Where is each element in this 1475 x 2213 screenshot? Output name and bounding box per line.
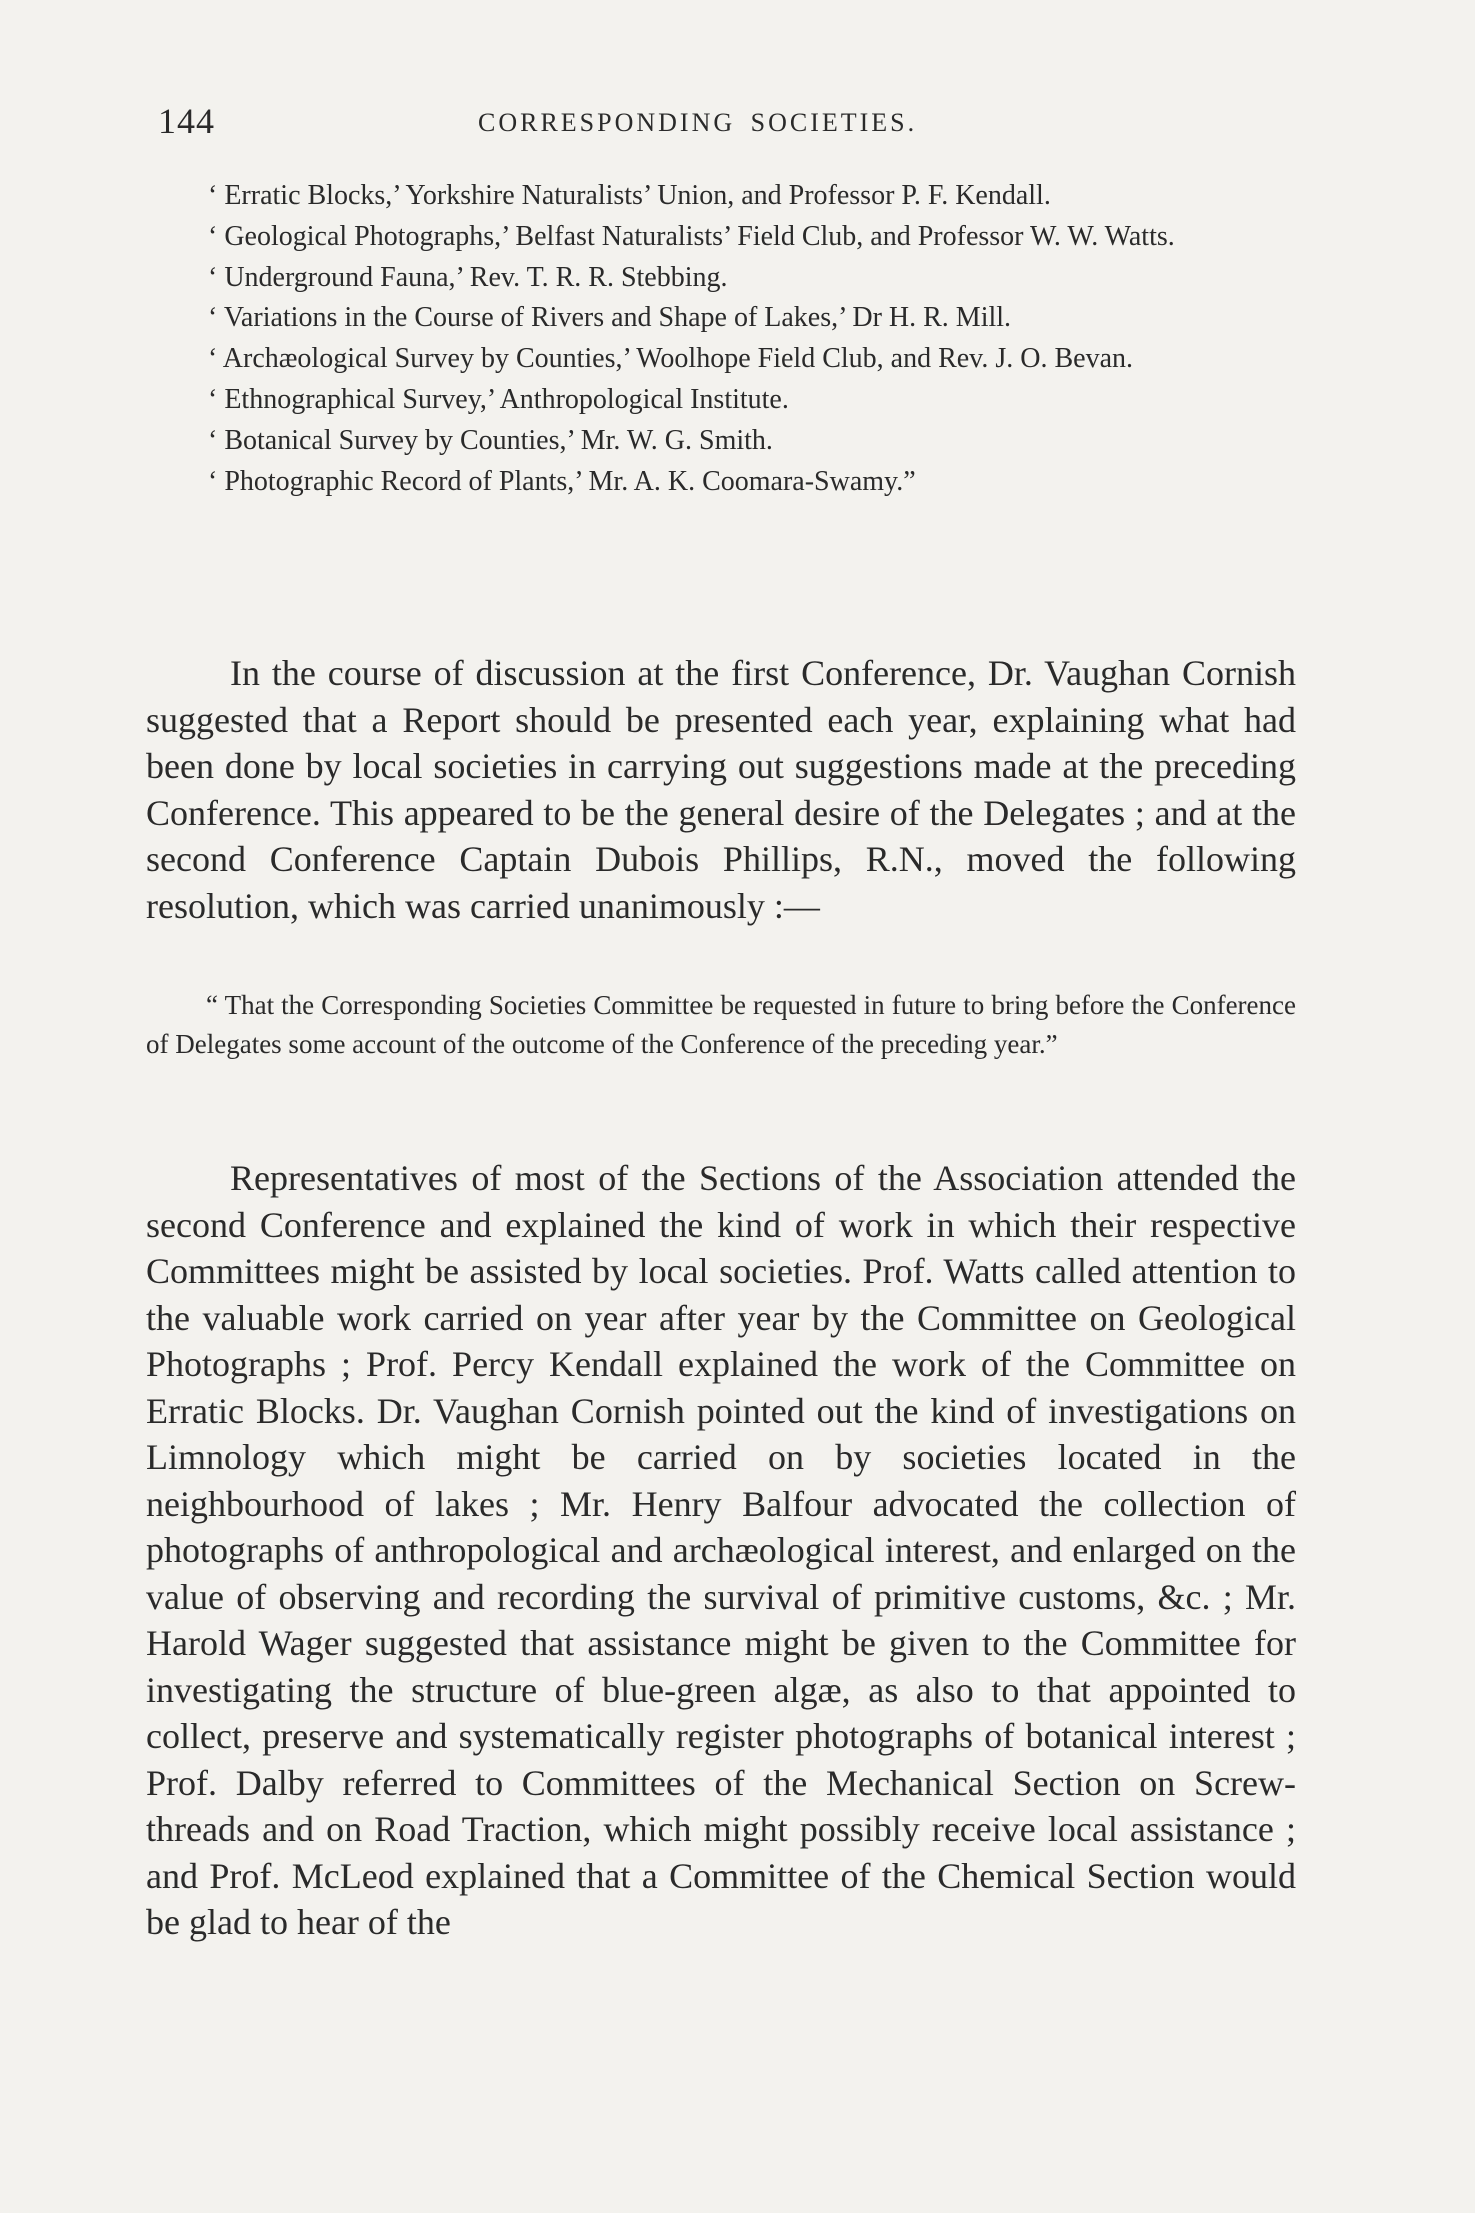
page-header — [158, 100, 1298, 150]
list-item: ‘ Botanical Survey by Counties,’ Mr. W. G. Smith. — [208, 424, 773, 456]
list-item: ‘ Ethnographical Survey,’ Anthropological Institute. — [208, 383, 789, 415]
list-item: ‘ Erratic Blocks,’ Yorkshire Naturalists’ Union, and Professor P. F. Kendall. — [208, 180, 1051, 211]
body-paragraph: Representatives of most of the Sections of the Association attended the second Conference and explained the kind of work in which their respective Committees might be assisted by local societies. Prof. Watts called attention to the valuable work carried on year after year by the Committee on Geological Photographs ; Prof. Percy Kendall explained the work of the Committee on Erratic Blocks. Dr. Vaughan Cornish pointed out the kind of investigations on Limnology which might be carried on by societies located in the neighbourhood of lakes ; Mr. Henry Balfour advocated the collection of photographs of anthropological and archæological interest, and enlarged on the value of observing and recording the survival of primitive customs, &c. ; Mr. Harold Wager suggested that assistance might be given to the Committee for investigating the structure of blue-green algæ, as also to that appointed to collect, preserve and systematically register photographs of botanical interest ; Prof. Dalby referred to Committees of the Mechanical Section on Screw-threads and on Road Traction, which might possibly receive local assistance ; and Prof. McLeod explained that a Committee of the Chemical Section would be glad to hear of the — [146, 1158, 1296, 1942]
list-item: ‘ Photographic Record of Plants,’ Mr. A. K. Coomara-Swamy.” — [208, 465, 916, 497]
running-title: CORRESPONDING SOCIETIES. — [478, 108, 918, 137]
committee-list — [148, 176, 1298, 502]
list-item: ‘ Archæological Survey by Counties,’ Woolhope Field Club, and Rev. J. O. Bevan. — [208, 343, 1134, 375]
page-number: 144 — [158, 101, 215, 141]
list-item: ‘ Variations in the Course of Rivers and Shape of Lakes,’ Dr H. R. Mill. — [208, 302, 1012, 334]
resolution-quote: “ That the Corresponding Societies Committee be requested in future to bring before the Conference of Delegates some account of the outcome of the Conference of the preceding year.” — [146, 990, 1296, 1059]
list-item: ‘ Underground Fauna,’ Rev. T. R. R. Stebbing. — [208, 261, 728, 293]
list-item: ‘ Geological Photographs,’ Belfast Naturalists’ Field Club, and Professor W. W. Watts. — [208, 220, 1175, 252]
body-paragraph: In the course of discussion at the first Conference, Dr. Vaughan Cornish suggested that a Report should be presented each year, explaining what had been done by local societies in carrying out suggestions made at the preceding Conference. This appeared to be the general desire of the Delegates ; and at the second Conference Captain Dubois Phillips, R.N., moved the following resolution, which was carried unanimously :— — [146, 653, 1296, 926]
